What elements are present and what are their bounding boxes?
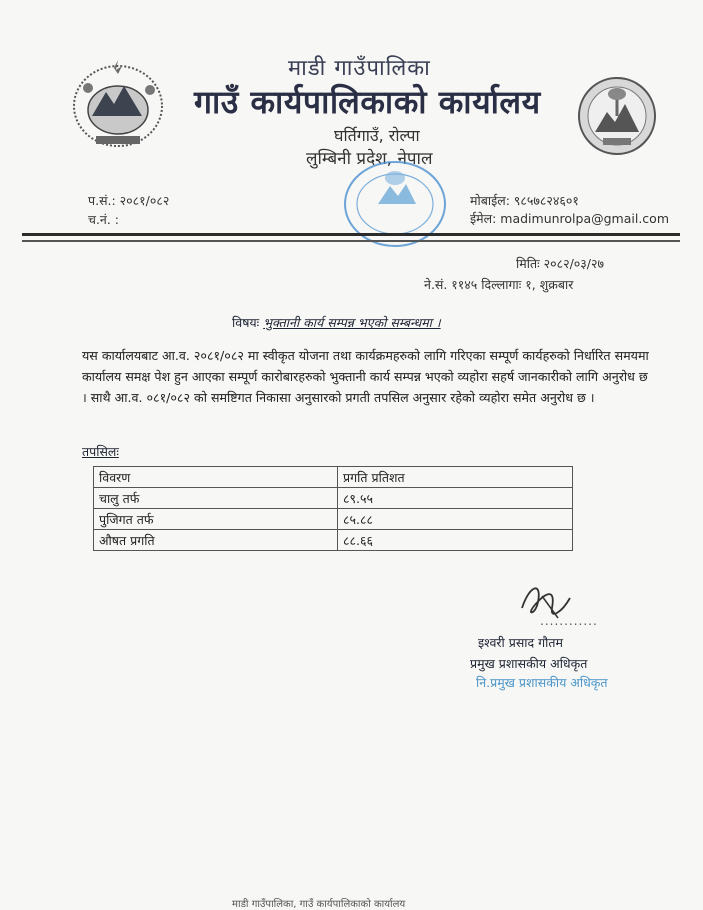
- province-country: लुम्बिनी प्रदेश, नेपाल: [306, 149, 433, 169]
- table-cell: पुजिगत तर्फ: [94, 509, 338, 530]
- table-header-cell: प्रगति प्रतिशत: [338, 467, 573, 488]
- signature-line: ............: [540, 614, 598, 628]
- subject-text: भुक्तानी कार्य सम्पन्न भएको सम्बन्धमा ।: [263, 315, 441, 330]
- office-address: घर्तिगाउँ, रोल्पा: [334, 126, 420, 145]
- table-cell: ८५.८८: [338, 509, 573, 530]
- table-row: [94, 488, 573, 509]
- municipality-logo: [573, 72, 665, 162]
- table-cell: चालु तर्फ: [94, 488, 338, 509]
- nepal-emblem-logo: [70, 58, 166, 150]
- table-cell: औषत प्रगति: [94, 530, 338, 551]
- subject-line: [232, 314, 441, 331]
- office-name: गाउँ कार्यपालिकाको कार्यालय: [194, 83, 541, 121]
- details-label: तपसिलः: [82, 444, 119, 459]
- table-row: [94, 509, 573, 530]
- letter-date: मितिः २०८२/०३/२७: [516, 256, 604, 271]
- table-cell: ८८.६६: [338, 530, 573, 551]
- progress-table: [93, 466, 573, 551]
- reference-number: प.सं.: २०८१/०८२: [88, 193, 170, 208]
- letter-body: यस कार्यालयबाट आ.व. २०८१/०८२ मा स्वीकृत योजना तथा कार्यक्रमहरुको लागि गरिएका सम्पूर्ण कार्यहरुको निर्धारित समयमा कार्यालय समक्ष पेश हुन आएका सम्पूर्ण कारोबारहरुको भुक्तानी कार्य सम्पन्न भएको व्यहोरा सहर्ष जानकारीको लागि अनुरोध छ । साथै आ.व. ०८१/०८२ को समष्टिगत निकासा अनुसारको प्रगती तपसिल अनुसार रहेको व्यहोरा समेत अनुरोध छ ।: [82, 348, 649, 405]
- subject-label: विषयः: [232, 315, 260, 330]
- table-header-row: [94, 467, 573, 488]
- signatory-name: इश्वरी प्रसाद गौतम: [478, 635, 564, 650]
- office-seal-stamp: [340, 158, 450, 252]
- dispatch-number: च.नं. :: [88, 212, 120, 227]
- email-address: ईमेल: madimunrolpa@gmail.com: [470, 211, 670, 226]
- table-row: [94, 530, 573, 551]
- header-divider: [22, 233, 680, 236]
- municipality-name: माडी गाउँपालिका: [288, 56, 431, 81]
- signatory-stamp: नि.प्रमुख प्रशासकीय अधिकृत: [476, 675, 608, 690]
- table-header-cell: विवरण: [94, 467, 338, 488]
- footer-text: माडी गाउँपालिका, गाउँ कार्यपालिकाको कार्यालय: [232, 899, 406, 910]
- signatory-title: प्रमुख प्रशासकीय अधिकृत: [470, 656, 588, 671]
- header-divider-thin: [22, 240, 680, 242]
- table-cell: ८९.५५: [338, 488, 573, 509]
- nepal-sambat-date: ने.सं. ११४५ दिल्लागाः १, शुक्रबार: [424, 277, 574, 292]
- mobile-number: मोबाईल: ९८५७८२४६०१: [470, 193, 579, 208]
